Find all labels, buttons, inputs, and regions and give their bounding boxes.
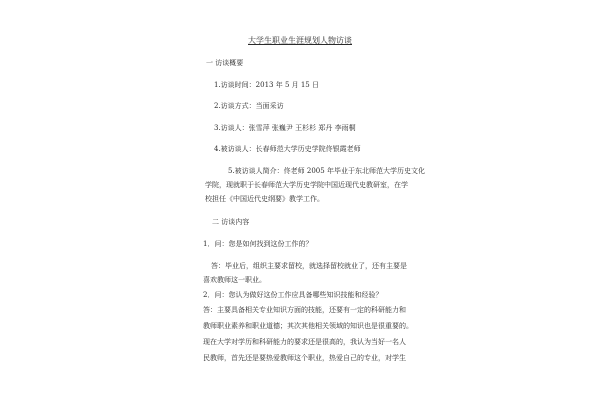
item-interviewee: 4.被访谈人：长春师范大学历史学院佟银霞老师 xyxy=(214,145,361,153)
answer-1-line: 喜欢教师这一职业。 xyxy=(203,276,266,284)
intro-line: 学院，现就职于长春师范大学历史学院中国近现代史教研室，在学 xyxy=(205,181,408,189)
item-interview-method: 2.访谈方式：当面采访 xyxy=(214,102,284,110)
answer-2-line: 现在大学对学历和科研能力的要求还是很高的，我认为当好一名人 xyxy=(203,338,406,346)
intro-line: 5.被访谈人简介：佟老师 2005 年毕业于东北师范大学历史文化 xyxy=(228,167,425,175)
item-interview-time: 1.访谈时间：2013 年 5 月 15 日 xyxy=(214,81,319,89)
question-1: 1．问：您是如何找到这份工作的？ xyxy=(203,240,313,248)
answer-1-line: 答：毕业后，组织主要求留校，就选择留校就业了，还有主要是 xyxy=(211,262,407,270)
document-title: 大学生职业生涯规划人物访谈 xyxy=(248,36,352,45)
answer-2-line: 答：主要具备相关专业知识方面的技能，还要有一定的科研能力和 xyxy=(203,306,406,314)
intro-line: 校担任《中国近代史纲要》教学工作。 xyxy=(205,195,324,203)
question-2: 2．问：您认为做好这份工作应具备哪些知识技能和经验？ xyxy=(203,291,383,299)
item-interviewers: 3.访谈人：张雪萍 张巍尹 王杉杉 郑丹 李雨桐 xyxy=(214,124,356,132)
answer-2-line: 教师职业素养和职业道德；其次其他相关领域的知识也是很重要的。 xyxy=(203,322,413,330)
answer-2-line: 民教师，首先还是要热爱教师这个职业，热爱自己的专业，对学生 xyxy=(203,354,406,362)
section-heading-overview: 一 访谈概要 xyxy=(206,59,244,67)
section-heading-content: 二 访谈内容 xyxy=(212,218,250,226)
